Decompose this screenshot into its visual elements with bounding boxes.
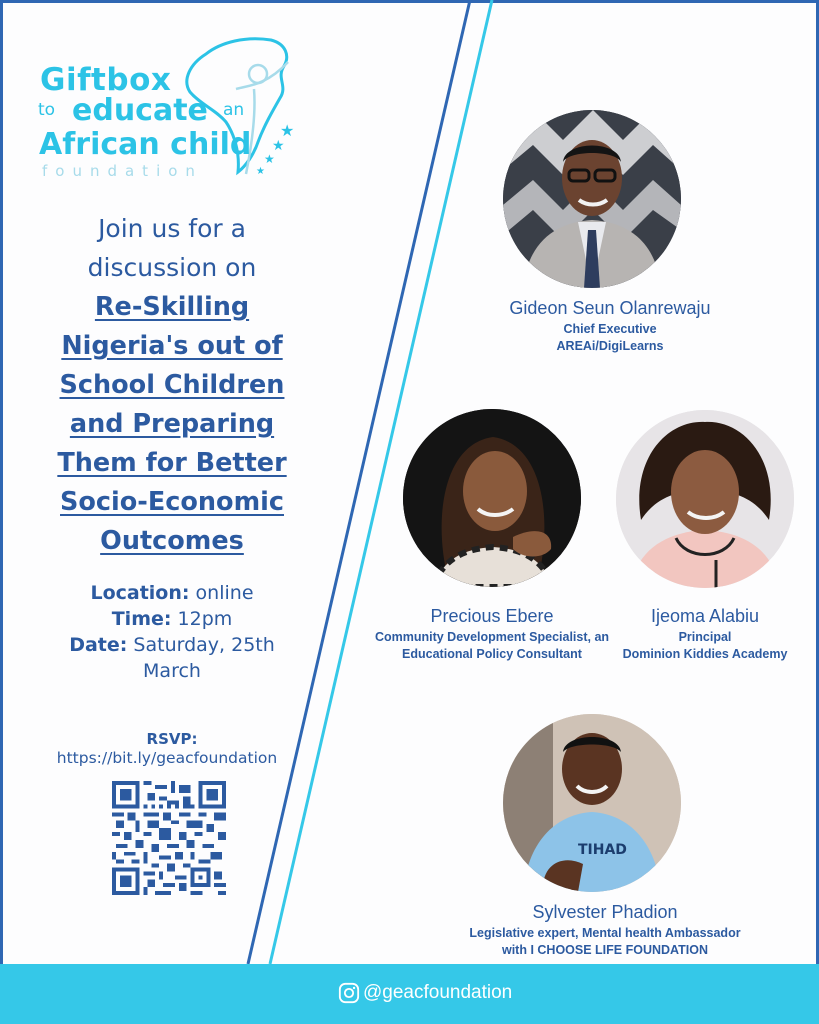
location-row — [40, 580, 304, 606]
svg-text:★: ★ — [256, 166, 265, 177]
speaker-org-ijeoma: Dominion Kiddies Academy — [622, 647, 788, 661]
topic-title-line: and Preparing — [69, 409, 275, 439]
speaker-role-gideon: Chief Executive — [563, 322, 657, 336]
footer-bar — [0, 964, 819, 1024]
person-portrait-icon — [403, 409, 581, 587]
speaker-name-precious: Precious Ebere — [430, 606, 554, 626]
intro-line-1: Join us for a — [98, 214, 246, 243]
instagram-handle-link[interactable] — [338, 982, 512, 1004]
speaker-role-sylvester: Legislative expert, Mental health Ambassador — [469, 926, 741, 940]
topic-title-line: School Children — [59, 370, 285, 400]
logo-word-an: an — [223, 100, 245, 120]
instagram-icon — [338, 982, 360, 1004]
time-row — [40, 606, 304, 632]
logo-word-african-child: African child — [39, 127, 252, 162]
event-details — [40, 580, 304, 684]
logo-word-foundation: foundation — [42, 162, 203, 180]
date-row — [40, 632, 304, 658]
logo-word-educate: educate — [72, 93, 208, 128]
speaker-org-gideon: AREAi/DigiLearns — [556, 339, 664, 353]
logo-word-giftbox: Giftbox — [40, 62, 172, 98]
person-portrait-icon — [503, 714, 681, 892]
rsvp-link[interactable]: https://bit.ly/geacfoundation — [56, 749, 278, 767]
speaker-name-gideon: Gideon Seun Olanrewaju — [509, 298, 711, 318]
speaker-role-precious: Community Development Specialist, an — [374, 630, 610, 644]
rsvp-label: RSVP: — [146, 730, 198, 748]
speaker-org-sylvester: with I CHOOSE LIFE FOUNDATION — [501, 943, 708, 957]
speaker-photo-ijeoma — [616, 410, 794, 588]
topic-title-line: Socio-Economic — [60, 487, 284, 517]
time-value: 12pm — [177, 608, 233, 630]
speaker-org-precious: Educational Policy Consultant — [402, 647, 582, 661]
person-portrait-icon — [503, 110, 681, 288]
topic-title-line: Nigeria's out of — [61, 331, 283, 361]
location-value: online — [195, 582, 254, 604]
location-label: Location: — [90, 582, 190, 604]
topic-title-line: Them for Better — [57, 448, 287, 478]
topic-title-line: Re-Skilling — [94, 292, 250, 322]
speaker-name-ijeoma: Ijeoma Alabiu — [650, 606, 760, 626]
svg-text:★: ★ — [280, 121, 295, 140]
date-value-cont: March — [143, 660, 201, 682]
logo-word-to: to — [38, 100, 56, 120]
date-value: Saturday, 25th — [133, 634, 275, 656]
svg-text:★: ★ — [272, 138, 285, 154]
svg-text:TIHAD: TIHAD — [578, 842, 627, 858]
speaker-photo-gideon — [503, 110, 681, 288]
speaker-role-ijeoma: Principal — [678, 630, 732, 644]
qr-code[interactable] — [112, 781, 226, 895]
speaker-photo-sylvester — [503, 714, 681, 892]
topic-title-line: Outcomes — [100, 526, 244, 556]
instagram-handle: @geacfoundation — [363, 982, 513, 1003]
speaker-photo-precious — [403, 409, 581, 587]
svg-text:★: ★ — [264, 152, 275, 166]
date-label: Date: — [69, 634, 128, 656]
intro-line-2: discussion on — [87, 253, 257, 282]
time-label: Time: — [111, 608, 172, 630]
foundation-logo — [36, 34, 306, 184]
speaker-name-sylvester: Sylvester Phadion — [532, 902, 678, 922]
person-portrait-icon — [616, 410, 794, 588]
